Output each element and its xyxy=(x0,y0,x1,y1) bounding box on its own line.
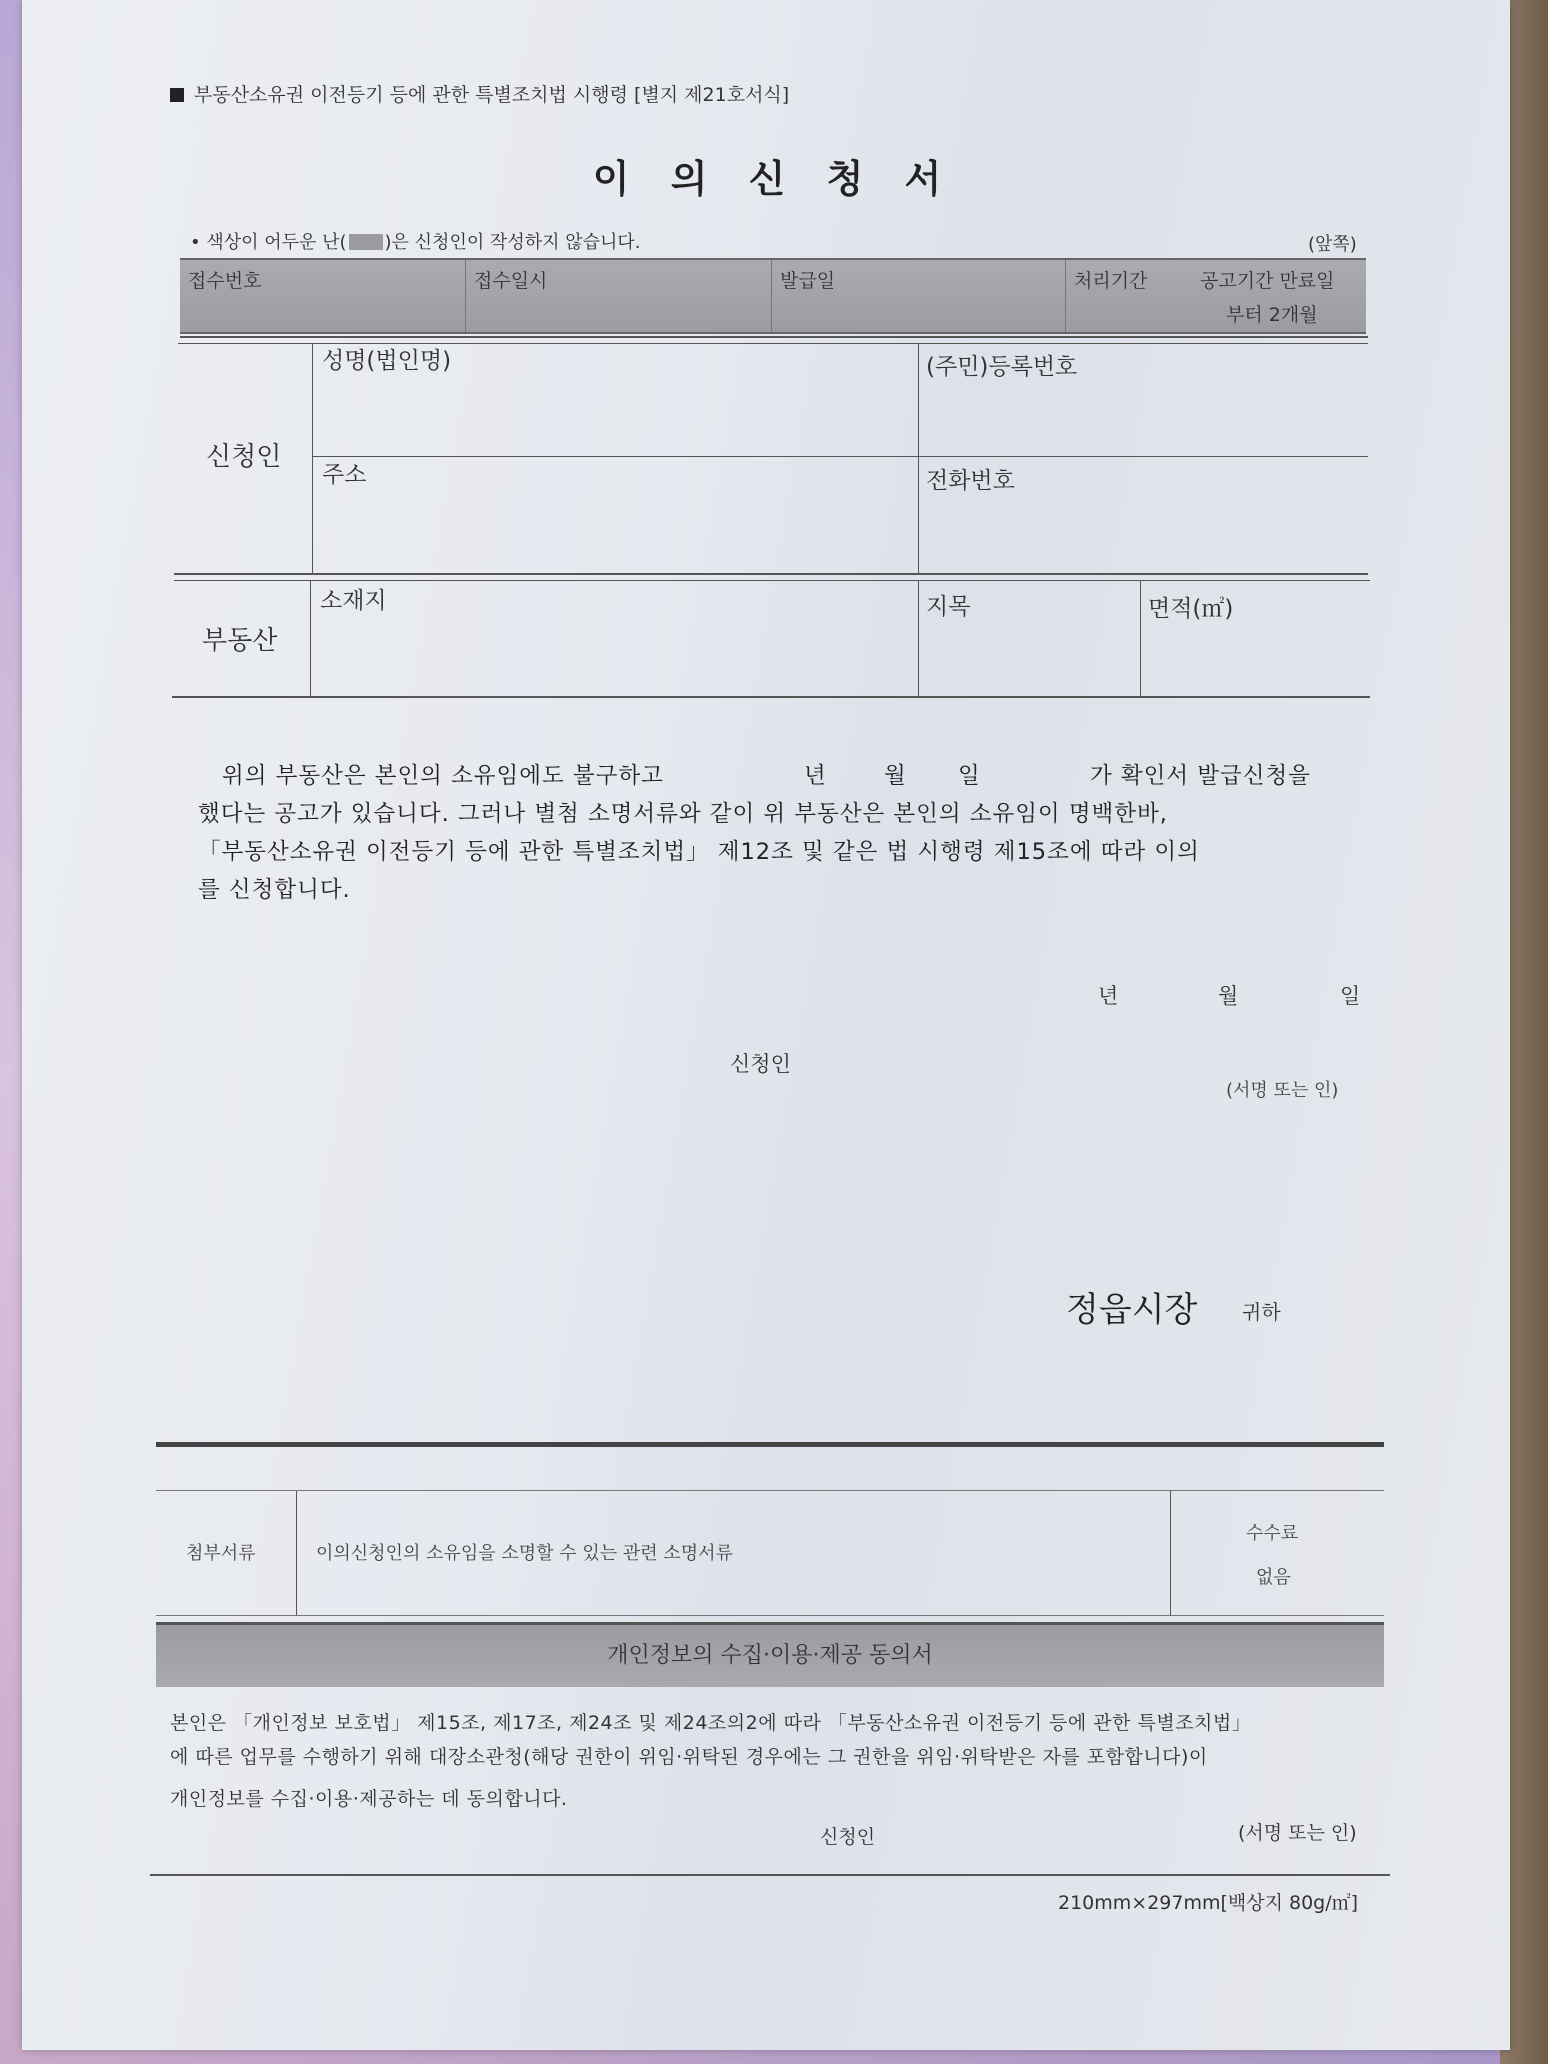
statement-year: 년 xyxy=(804,763,827,789)
applicant-bottom-line xyxy=(174,573,1368,575)
consent-signer-label: 신청인 xyxy=(820,1826,876,1848)
applicant-phone-field[interactable] xyxy=(920,494,1366,570)
shade-note-before: • 색상이 어두운 난( xyxy=(190,232,347,253)
date-month: 월 xyxy=(1218,984,1239,1008)
applicant-name-field[interactable] xyxy=(314,375,916,453)
statement-day: 일 xyxy=(958,763,981,789)
statement-line-3: 「부동산소유권 이전등기 등에 관한 특별조치법」 제12조 및 같은 법 시행령 제15조에 따라 이의 xyxy=(198,839,1200,865)
applicant-address-field[interactable] xyxy=(314,490,916,570)
consent-title-bar: 개인정보의 수집·이용·제공 동의서 xyxy=(156,1622,1384,1687)
applicant-regno-field[interactable] xyxy=(920,380,1366,454)
attachments-label: 첨부서류 xyxy=(186,1543,256,1564)
office-use-bar xyxy=(180,258,1366,334)
statement-line-1 xyxy=(222,758,664,790)
footer-line xyxy=(150,1874,1390,1876)
shade-note-after: )은 신청인이 작성하지 않습니다. xyxy=(384,232,641,253)
applicant-mid-divider xyxy=(918,343,919,573)
receipt-date-cell[interactable] xyxy=(466,260,772,332)
header-note-text: 부동산소유권 이전등기 등에 관한 특별조치법 시행령 [별지 제21호서식] xyxy=(194,84,790,106)
applicant-regno-label: (주민)등록번호 xyxy=(926,354,1078,380)
applicant-section-label: 신청인 xyxy=(206,442,282,472)
front-side-label: (앞쪽) xyxy=(1308,234,1357,255)
square-bullet-icon xyxy=(170,88,184,102)
consent-line-1: 본인은 「개인정보 보호법」 제15조, 제17조, 제24조 및 제24조의2에 따라 「부동산소유권 이전등기 등에 관한 특별조치법」 xyxy=(170,1712,1252,1734)
property-label-divider xyxy=(310,580,311,696)
section-divider-bar xyxy=(156,1442,1384,1447)
applicant-label-divider xyxy=(312,343,313,573)
property-area-field[interactable] xyxy=(1142,620,1368,694)
signature-field[interactable] xyxy=(820,1040,1360,1080)
date-year: 년 xyxy=(1098,984,1119,1008)
applicant-top-line xyxy=(180,336,1368,338)
statement-line-4: 를 신청합니다. xyxy=(198,877,351,903)
shade-note xyxy=(190,228,640,254)
property-location-field[interactable] xyxy=(312,614,916,694)
paper-spec: 210mm×297mm[백상지 80g/㎡] xyxy=(1058,1892,1359,1914)
addressee: 정읍시장 xyxy=(1066,1290,1198,1330)
statement-line-1-text: 위의 부동산은 본인의 소유임에도 불구하고 xyxy=(222,763,664,789)
applicant-address-label: 주소 xyxy=(322,462,367,488)
consent-signature-field[interactable] xyxy=(900,1814,1230,1848)
property-section-label: 부동산 xyxy=(202,626,278,656)
statement-line-2: 했다는 공고가 있습니다. 그러나 별첨 소명서류와 같이 위 부동산은 본인의 소유임이 명백한바, xyxy=(198,801,1168,827)
consent-line-3: 개인정보를 수집·이용·제공하는 데 동의합니다. xyxy=(170,1788,568,1810)
signer-label: 신청인 xyxy=(730,1052,791,1076)
statement-month: 월 xyxy=(884,763,907,789)
addressee-suffix: 귀하 xyxy=(1242,1300,1281,1324)
receipt-no-label: 접수번호 xyxy=(188,270,262,292)
applicant-phone-label: 전화번호 xyxy=(926,468,1015,494)
property-category-field[interactable] xyxy=(920,618,1138,694)
property-location-label: 소재지 xyxy=(320,588,387,614)
processing-value-1: 공고기간 만료일 xyxy=(1200,270,1335,292)
date-day: 일 xyxy=(1340,984,1361,1008)
statement-line-1-end: 가 확인서 발급신청을 xyxy=(1090,763,1311,789)
property-area-divider xyxy=(1140,580,1141,696)
header-note xyxy=(170,80,789,107)
dark-swatch-icon xyxy=(349,234,383,250)
issue-date-cell[interactable] xyxy=(772,260,1066,332)
receipt-date-label: 접수일시 xyxy=(474,270,548,292)
fee-value: 없음 xyxy=(1256,1567,1291,1588)
issue-date-label: 발급일 xyxy=(780,270,836,292)
property-top-line xyxy=(174,580,1370,581)
processing-period-label: 처리기간 xyxy=(1074,270,1148,292)
attachments-text: 이의신청인의 소유임을 소명할 수 있는 관련 소명서류 xyxy=(316,1543,733,1564)
fee-label: 수수료 xyxy=(1246,1523,1299,1544)
applicant-name-label: 성명(법인명) xyxy=(322,348,452,374)
property-area-label: 면적(㎡) xyxy=(1148,596,1234,622)
consent-line-2: 에 따른 업무를 수행하기 위해 대장소관청(해당 권한이 위임·위탁된 경우에는 그 권한을 위임·위탁받은 자를 포함합니다)이 xyxy=(170,1746,1208,1768)
property-category-label: 지목 xyxy=(926,594,971,620)
attachments-label-divider xyxy=(296,1491,297,1615)
receipt-no-cell[interactable] xyxy=(180,260,466,332)
form-title: 이 의 신 청 서 xyxy=(592,157,956,201)
applicant-row-divider xyxy=(312,456,1368,457)
property-bottom-line xyxy=(172,696,1370,698)
attachments-fee-divider xyxy=(1170,1491,1171,1615)
processing-period-cell xyxy=(1066,260,1366,332)
sign-note: (서명 또는 인) xyxy=(1226,1080,1339,1101)
processing-value-2: 부터 2개월 xyxy=(1226,304,1318,326)
property-mid-divider xyxy=(918,580,919,696)
consent-sign-note: (서명 또는 인) xyxy=(1238,1822,1357,1844)
attachments-row xyxy=(156,1490,1384,1616)
